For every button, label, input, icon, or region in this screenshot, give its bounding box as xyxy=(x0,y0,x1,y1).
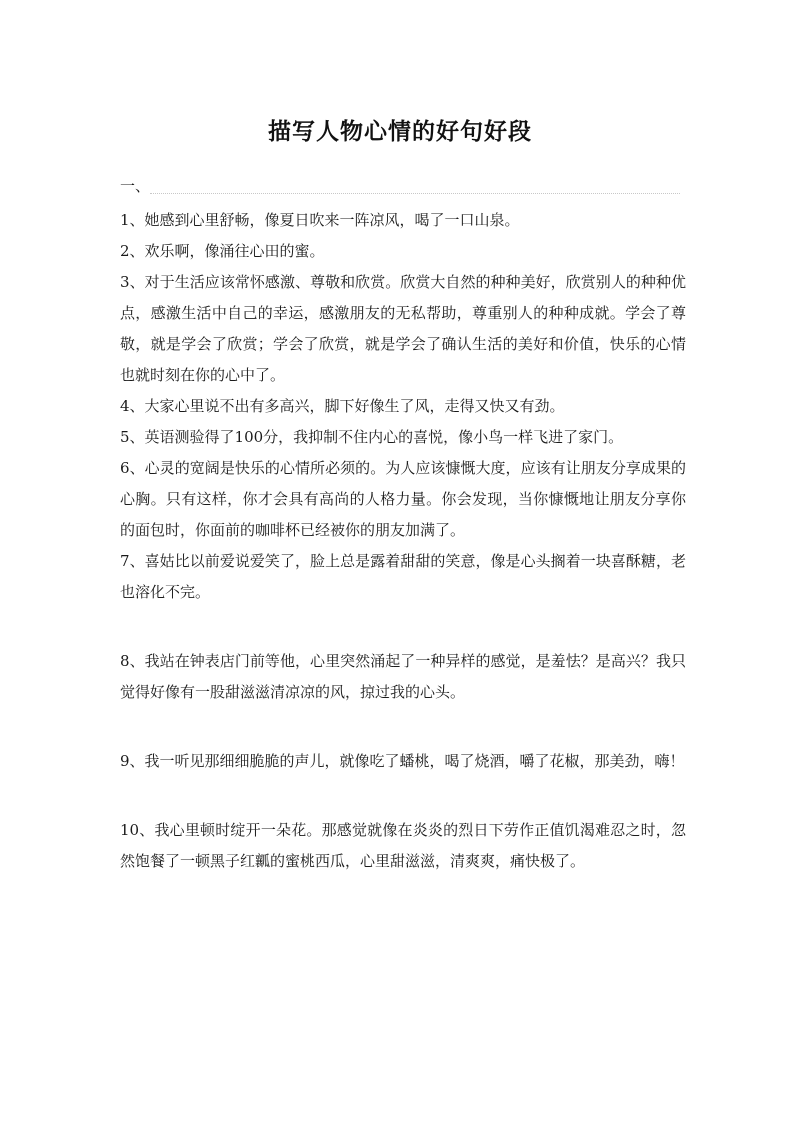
paragraph-7: 7、喜姑比以前爱说爱笑了，脸上总是露着甜甜的笑意，像是心头搁着一块喜酥糖，老也溶化不完。 xyxy=(120,552,686,601)
section-label: 一、 xyxy=(120,177,151,195)
paragraph-2: 2、欢乐啊，像涌往心田的蜜。 xyxy=(120,242,325,260)
paragraph-10: 10、我心里顿时绽开一朵花。那感觉就像在炎炎的烈日下劳作正值饥渴难忍之时，忽然饱餐了一顿黑子红瓤的蜜桃西瓜，心里甜滋滋，清爽爽，痛快极了。 xyxy=(120,821,686,870)
paragraph-9: 9、我一听见那细细脆脆的声儿，就像吃了蟠桃，喝了烧酒，嚼了花椒，那美劲，嗨！ xyxy=(120,752,685,770)
paragraph-3: 3、对于生活应该常怀感激、尊敬和欣赏。欣赏大自然的种种美好，欣赏别人的种种优点，感激生活中自己的幸运，感激朋友的无私帮助，尊重别人的种种成就。学会了尊敬，就是学会了欣赏；学会了欣赏，就是学会了确认生活的美好和价值，快乐的心情也就时刻在你的心中了。 xyxy=(120,273,686,384)
section-heading xyxy=(120,176,680,196)
section-divider xyxy=(150,193,680,194)
paragraph-5: 5、英语测验得了100分，我抑制不住内心的喜悦，像小鸟一样飞进了家门。 xyxy=(120,428,624,446)
paragraph-1: 1、她感到心里舒畅，像夏日吹来一阵凉风，喝了一口山泉。 xyxy=(120,211,520,229)
paragraph-6: 6、心灵的宽阔是快乐的心情所必须的。为人应该慷慨大度，应该有让朋友分享成果的心胸。只有这样，你才会具有高尚的人格力量。你会发现，当你慷慨地让朋友分享你的面包时，你面前的咖啡杯已经被你的朋友加满了。 xyxy=(120,459,686,539)
paragraph-4: 4、大家心里说不出有多高兴，脚下好像生了风，走得又快又有劲。 xyxy=(120,397,565,415)
paragraph-list xyxy=(120,205,686,877)
page-title: 描写人物心情的好句好段 xyxy=(268,118,532,145)
paragraph-8: 8、我站在钟表店门前等他，心里突然涌起了一种异样的感觉，是羞怯？是高兴？我只觉得好像有一股甜滋滋清凉凉的风，掠过我的心头。 xyxy=(120,652,686,701)
